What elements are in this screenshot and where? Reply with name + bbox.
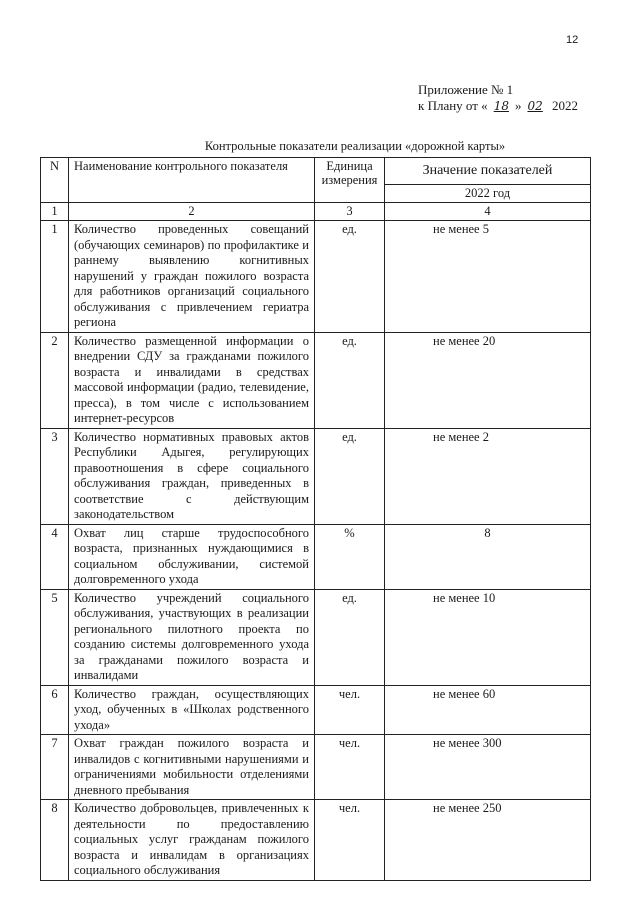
row-indicator-name: Количество нормативных правовых актов Республики Адыгея, регулирующих правоотношения в сфере социального обслуживания граждан, приведенных в соответствие с действующим законодательством: [69, 428, 315, 524]
table-row: [41, 524, 591, 589]
row-number: 1: [41, 221, 69, 333]
row-indicator-name: Охват граждан пожилого возраста и инвалидов с когнитивными нарушениями и ограничениями мобильности отделениями дневного пребывания: [69, 735, 315, 800]
row-value: не менее 10: [385, 589, 591, 685]
row-unit: ед.: [315, 332, 385, 428]
header-value: Значение показателей: [385, 158, 591, 185]
table-row: [41, 735, 591, 800]
table-row: [41, 589, 591, 685]
row-indicator-name: Количество учреждений социального обслуживания, участвующих в реализации регионального пилотного проекта по созданию системы долговременного ухода за гражданами пожилого возраста и инвалидами: [69, 589, 315, 685]
row-number: 6: [41, 685, 69, 735]
row-indicator-name: Количество граждан, осуществляющих уход, обученных в «Школах родственного ухода»: [69, 685, 315, 735]
row-indicator-name: Количество размещенной информации о внедрении СДУ за гражданами пожилого возраста и инвалидами в средствах массовой информации (радио, телевидение, пресса), в том числе с использованием интернет-ресурсов: [69, 332, 315, 428]
plan-date-prefix: к Плану от «: [418, 98, 488, 113]
table-row: [41, 221, 591, 333]
column-number-row: [41, 203, 591, 221]
row-value: не менее 2: [385, 428, 591, 524]
header-unit: Единица измерения: [315, 158, 385, 203]
row-indicator-name: Охват лиц старше трудоспособного возраста, признанных нуждающимися в социальном обслуживании, системой долговременного ухода: [69, 524, 315, 589]
row-number: 4: [41, 524, 69, 589]
row-value: 8: [385, 524, 591, 589]
plan-date-day: 18: [493, 99, 509, 113]
row-unit: чел.: [315, 800, 385, 881]
row-value: не менее 250: [385, 800, 591, 881]
table-row: [41, 800, 591, 881]
plan-date-separator: »: [514, 98, 522, 113]
plan-date-month: 02: [527, 99, 543, 113]
row-indicator-name: Количество проведенных совещаний (обучающих семинаров) по профилактике и раннему выявлению когнитивных нарушений у граждан пожилого возраста для работников организаций социального обслуживания с привлечением гериатра региона: [69, 221, 315, 333]
row-unit: чел.: [315, 735, 385, 800]
row-number: 2: [41, 332, 69, 428]
row-value: не менее 20: [385, 332, 591, 428]
row-indicator-name: Количество добровольцев, привлеченных к деятельности по предоставлению социальных услуг гражданам пожилого возраста и инвалидам в организациях социального обслуживания: [69, 800, 315, 881]
table-row: [41, 428, 591, 524]
row-unit: ед.: [315, 589, 385, 685]
row-value: не менее 60: [385, 685, 591, 735]
table-row: [41, 332, 591, 428]
row-number: 5: [41, 589, 69, 685]
row-number: 8: [41, 800, 69, 881]
header-name: Наименование контрольного показателя: [69, 158, 315, 203]
appendix-reference: [418, 82, 578, 114]
appendix-label: Приложение № 1: [418, 82, 514, 97]
table-row: [41, 685, 591, 735]
column-number: 4: [385, 203, 591, 221]
header-year: 2022 год: [385, 185, 591, 203]
row-unit: ед.: [315, 428, 385, 524]
row-unit: ед.: [315, 221, 385, 333]
row-unit: %: [315, 524, 385, 589]
column-number: 2: [69, 203, 315, 221]
column-number: 3: [315, 203, 385, 221]
row-value: не менее 5: [385, 221, 591, 333]
row-value: не менее 300: [385, 735, 591, 800]
indicators-table: [40, 157, 591, 881]
plan-date-line: [418, 98, 578, 114]
row-number: 7: [41, 735, 69, 800]
row-unit: чел.: [315, 685, 385, 735]
header-row: [41, 158, 591, 185]
column-number: 1: [41, 203, 69, 221]
header-n: N: [41, 158, 69, 203]
page-number: 12: [566, 34, 579, 46]
row-number: 3: [41, 428, 69, 524]
plan-date-year: 2022: [552, 98, 578, 113]
document-title: Контрольные показатели реализации «дорожной карты»: [204, 139, 506, 153]
